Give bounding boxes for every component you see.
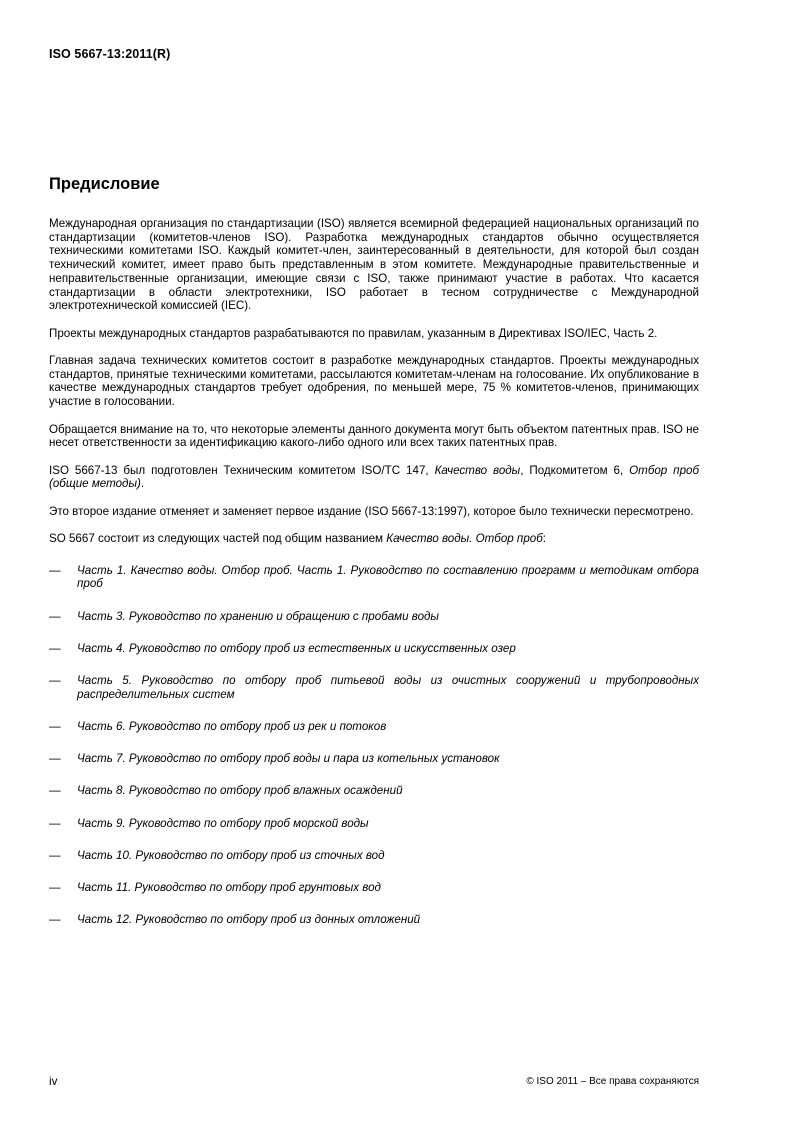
- list-dash: —: [49, 609, 61, 623]
- prepared-by-text-2: , Подкомитетом 6,: [520, 463, 630, 477]
- copyright-notice: © ISO 2011 – Все права сохраняются: [526, 1076, 699, 1087]
- document-id: ISO 5667-13:2011(R): [49, 47, 171, 61]
- list-dash: —: [49, 816, 61, 830]
- list-item: [49, 642, 699, 656]
- paragraph-patent-rights: Обращается внимание на то, что некоторые элементы данного документа могут быть объектом патентных прав. ISO не несет ответственности за идентификацию какого-либо одного или всех таких патентных прав.: [49, 422, 699, 450]
- list-item: [49, 913, 699, 927]
- prepared-by-text: ISO 5667-13 был подготовлен Техническим комитетом ISO/TC 147,: [49, 463, 435, 477]
- parts-intro-colon: :: [542, 532, 546, 546]
- list-dash: —: [49, 674, 61, 688]
- paragraph-parts-intro: [49, 532, 699, 546]
- list-item: [49, 784, 699, 798]
- paragraph-prepared-by: [49, 464, 699, 491]
- list-item: [49, 881, 699, 895]
- list-item-text: Часть 10. Руководство по отбору проб из сточных вод: [77, 848, 385, 862]
- list-item: [49, 674, 699, 701]
- list-dash: —: [49, 641, 61, 655]
- paragraph-edition: Это второе издание отменяет и заменяет первое издание (ISO 5667-13:1997), которое было технически пересмотрено.: [49, 504, 694, 518]
- paragraph-directives: Проекты международных стандартов разрабатываются по правилам, указанным в Директивах ISO/IEC, Часть 2.: [49, 326, 658, 340]
- list-item: [49, 610, 699, 624]
- list-item-text: Часть 9. Руководство по отбору проб морской воды: [77, 816, 369, 830]
- list-dash: —: [49, 784, 61, 798]
- list-item-text: Часть 4. Руководство по отбору проб из естественных и искусственных озер: [77, 641, 516, 655]
- list-item: [49, 720, 699, 734]
- list-dash: —: [49, 752, 61, 766]
- list-item: [49, 849, 699, 863]
- list-item-text: Часть 6. Руководство по отбору проб из рек и потоков: [77, 720, 387, 733]
- list-dash: —: [49, 881, 61, 895]
- list-item-text: Часть 3. Руководство по хранению и обращению с пробами воды: [77, 609, 439, 623]
- section-title: Предисловие: [49, 175, 160, 193]
- parts-list: [49, 564, 699, 927]
- list-item: [49, 817, 699, 831]
- list-item: [49, 564, 699, 591]
- paragraph-committee-tasks: Главная задача технических комитетов состоит в разработке международных стандартов. Проекты международных стандартов, принятые техническими комитетами, рассылаются комитетам-членам на голосование. Их опубликование в качестве международных стандартов требует одобрения, по меньшей мере, 75 % комитетов-членов, принимающих участие в голосовании.: [49, 354, 699, 409]
- list-item-text: Часть 11. Руководство по отбору проб грунтовых вод: [77, 881, 381, 895]
- foreword-body: [49, 217, 699, 945]
- list-item-text: Часть 5. Руководство по отбору проб питьевой воды из очистных сооружений и трубопроводных распределительных систем: [77, 674, 699, 701]
- prepared-by-committee-name: Качество воды: [434, 463, 521, 477]
- list-dash: —: [49, 720, 61, 733]
- list-dash: —: [49, 913, 61, 927]
- list-item-text: Часть 12. Руководство по отбору проб из донных отложений: [77, 913, 421, 927]
- parts-intro-text: SO 5667 состоит из следующих частей под общим названием: [49, 532, 387, 546]
- list-item-text: Часть 7. Руководство по отбору проб воды и пара из котельных установок: [77, 752, 500, 766]
- list-dash: —: [49, 848, 61, 862]
- list-dash: —: [49, 563, 61, 577]
- prepared-by-subcommittee-name: Отбор проб (общие методы): [49, 463, 699, 491]
- list-item: [49, 752, 699, 766]
- paragraph-iso-organization: Международная организация по стандартизации (ISO) является всемирной федерацией национальных организаций по стандартизации (комитетов-членов ISO). Разработка международных стандартов обычно осуществляется техническими комитетами ISO. Каждый комитет-член, заинтересованный в деятельности, для которой был создан технический комитет, имеет право быть представленным в этом комитете. Международные правительственные и неправительственные организации, имеющие связи с ISO, также принимают участие в работах. Что касается стандартизации в области электротехники, ISO работает в тесном сотрудничестве с Международной электротехнической комиссией (IEC).: [49, 217, 699, 313]
- list-item-text: Часть 8. Руководство по отбору проб влажных осаждений: [77, 784, 403, 798]
- prepared-by-text-end: .: [140, 477, 145, 491]
- parts-intro-general-title: Качество воды. Отбор проб: [386, 532, 543, 546]
- list-item-text: Часть 1. Качество воды. Отбор проб. Часть 1. Руководство по составлению программ и методикам отбора проб: [77, 563, 699, 591]
- page-number: iv: [49, 1075, 58, 1088]
